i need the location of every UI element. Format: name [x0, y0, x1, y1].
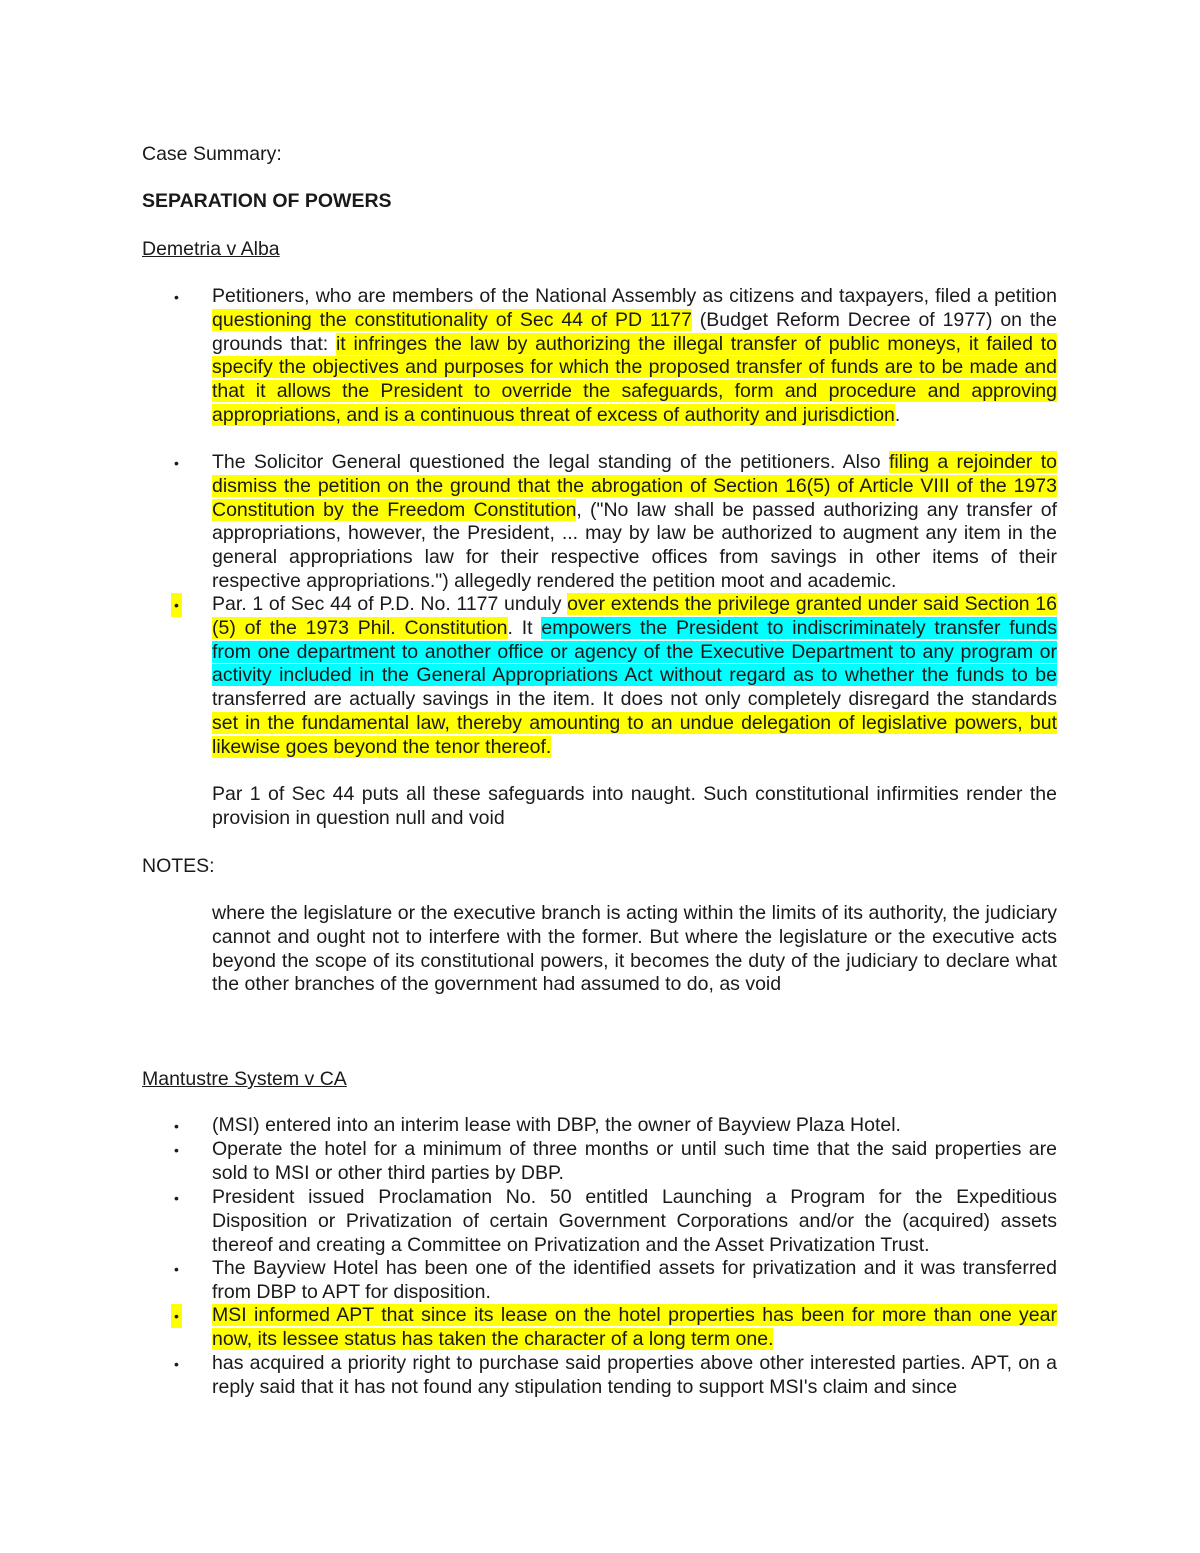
highlighted-text: MSI informed APT that since its lease on the hotel properties has been for more than one year now, its lessee status has taken the character of a long term one.	[212, 1304, 1057, 1350]
notes-label: NOTES:	[142, 855, 215, 877]
bullet-icon: •	[174, 1118, 179, 1134]
bullet-icon: •	[174, 1142, 179, 1158]
highlighted-text: it infringes the law by authorizing the illegal transfer of public moneys, it failed to specify the objectives and purposes for which the proposed transfer of funds are to be made and that it allows the President to override the safeguards, form and procedure and approving appropriations, and is a continuous threat of excess of authority and jurisdiction	[212, 332, 1058, 426]
document-page: Case Summary: SEPARATION OF POWERS Demetria v Alba • Petitioners, who are members of the National Assembly as citizens and taxpayers, filed a petition questioning the constitutionality of Sec 44 of PD 1177 (Budget Reform Decree of 1977) on the grounds that: it infringes the law by authorizing the illegal transfer of public moneys, it failed to specify the objectives and purposes for which the proposed transfer of funds are to be made and that it allows the President to override the safeguards, form and procedure and approving appropriations, and is a continuous threat of excess of authority and jurisdiction. • The Solicitor General questioned the legal standing of the petitioners. Also filing a rejoinder to dismiss the petition on the ground that the abrogation of Section 16(5) of Article VIII of the 1973 Constitution by the Freedom Constitution, ("No law shall be passed authorizing any transfer of appropriations, however, the President, ... may by law be authorized to augment any item in the general appropriations law for their respective offices from savings in other items of their respective appropriations.") allegedly rendered the petition moot and academic. • Par. 1 of Sec 44 of P.D. No. 1177 unduly over extends the privilege granted under said Section 16 (5) of the 1973 Phil. Constitution. It empowers the President to indiscriminately transfer funds from one department to another office or agency of the Executive Department to any program or activity included in the General Appropriations Act without regard as to whether the funds to be transferred are actually savings in the item. It does not only completely disregard the standards set in the fundamental law, thereby amounting to an undue delegation of legislative powers, but likewise goes beyond the tenor thereof. Par 1 of Sec 44 puts all these safeguards into naught. Such constitutional infirmities render the provision in question null and void NOTES: where the legislature or the executive branch is acting within the limits of its authority, the judiciary cannot and ought not to interfere with the former. But where the legislature or the executive acts beyond the scope of its constitutional powers, it becomes the duty of the judiciary to declare what the other branches of the government had assumed to do, as void Mantustre System v CA • (MSI) entered into an interim lease with DBP, the owner of Bayview Plaza Hotel. • Operate the hotel for a minimum of three months or until such time that the said properties are sold to MSI or other third parties by DBP. • President issued Proclamation No. 50 entitled Launching a Program for the Expeditious Disposition or Privatization of certain Government Corporations and/or the (acquired) assets thereof and creating a Committee on Privatization and the Asset Privatization Trust. • The Bayview Hotel has been one of the identified assets for privatization and it was transferred from DBP to APT for disposition. • MSI informed APT that since its lease on the hotel properties has been for more than one year now, its lessee status has taken the character of a long term one. • has acquired a priority right to purchase said properties above other interested parties. APT, on a reply said that it has not found any stipulation tending to support MSI's claim and since	[142, 143, 1058, 1398]
bullet-icon: •	[174, 1356, 179, 1372]
case1-conclusion: Par 1 of Sec 44 puts all these safeguards into naught. Such constitutional infirmities render the provision in question null and void	[212, 783, 1057, 829]
bullet-icon: •	[171, 1304, 182, 1328]
case1-paragraph-1: Petitioners, who are members of the National Assembly as citizens and taxpayers, filed a petition questioning the constitutionality of Sec 44 of PD 1177 (Budget Reform Decree of 1977) on the grounds that: it infringes the law by authorizing the illegal transfer of public moneys, it failed to specify the objectives and purposes for which the proposed transfer of funds are to be made and that it allows the President to override the safeguards, form and procedure and approving appropriations, and is a continuous threat of excess of authority and jurisdiction.	[212, 285, 1058, 426]
bullet-icon: •	[174, 289, 179, 305]
bullet-icon: •	[174, 1190, 179, 1206]
bullet-icon: •	[174, 1261, 179, 1277]
highlighted-text: set in the fundamental law, thereby amounting to an undue delegation of legislative powers, but likewise goes beyond the tenor thereof.	[212, 711, 1057, 758]
highlighted-text: over extends the privilege granted under said Section 16 (5) of the 1973 Phil. Constitution	[212, 593, 1057, 639]
notes-text: where the legislature or the executive branch is acting within the limits of its authority, the judiciary cannot and ought not to interfere with the former. But where the legislature or the executive acts beyond the scope of its constitutional powers, it becomes the duty of the judiciary to declare what the other branches of the government had assumed to do, as void	[212, 902, 1057, 996]
case-summary-heading: Case Summary:	[142, 143, 282, 165]
case-title-mantustre: Mantustre System v CA	[142, 1068, 347, 1090]
case1-paragraph-2: The Solicitor General questioned the legal standing of the petitioners. Also filing a rejoinder to dismiss the petition on the ground that the abrogation of Section 16(5) of Article VIII of the 1973 Constitution by the Freedom Constitution, ("No law shall be passed authorizing any transfer of appropriations, however, the President, ... may by law be authorized to augment any item in the general appropriations law for their respective offices from savings in other items of their respective appropriations.") allegedly rendered the petition moot and academic.	[212, 451, 1057, 592]
cyan-highlighted-text: empowers the President to indiscriminately transfer funds from one department to another office or agency of the Executive Department to any program or activity included in the General Appropriations Act without regard as to whether the funds to be	[212, 616, 1057, 687]
case-title-demetria: Demetria v Alba	[142, 238, 280, 260]
highlighted-text: questioning the constitutionality of Sec 44 of PD 1177	[212, 308, 692, 331]
bullet-icon: •	[174, 455, 179, 471]
section-title: SEPARATION OF POWERS	[142, 190, 392, 212]
case1-paragraph-3: Par. 1 of Sec 44 of P.D. No. 1177 unduly over extends the privilege granted under said Section 16 (5) of the 1973 Phil. Constitution. It empowers the President to indiscriminately transfer funds from one department to another office or agency of the Executive Department to any program or activity included in the General Appropriations Act without regard as to whether the funds to be transferred are actually savings in the item. It does not only completely disregard the standards set in the fundamental law, thereby amounting to an undue delegation of legislative powers, but likewise goes beyond the tenor thereof.	[212, 593, 1057, 758]
bullet-icon: •	[171, 593, 182, 617]
highlighted-text: filing a rejoinder to dismiss the petition on the ground that the abrogation of Section 16(5) of Article VIII of the 1973 Constitution by the Freedom Constitution	[212, 451, 1057, 521]
